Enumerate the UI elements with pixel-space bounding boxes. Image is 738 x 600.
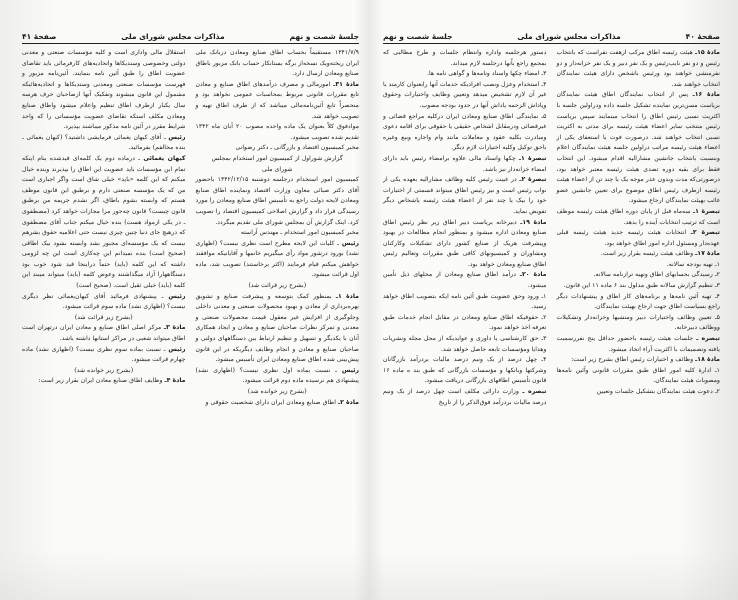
paragraph: [196, 143, 360, 154]
paragraph-text: ـ نسبت بماده سوم نظری نیست؟ (اظهاری نشد) ماده چهارم قرائت میشود.: [22, 345, 186, 364]
article-paragraph: [383, 175, 547, 217]
article-paragraph: [22, 292, 186, 313]
article-label: تبصره ـ: [696, 335, 720, 343]
paragraph-text: ۵ـ تعیین وظائف واختیارات دبیر ومنشیها وخزانه‌دار وتشکیلات ووظائف دبیرخانه.: [556, 313, 720, 332]
paragraph-text: ۵ـ نمایندگی اطاق صنایع ومعادن ایران درکلیه مراجع قضائی و غیرقضائی ودرمقابل اشخاص حقیقی یا حقوقی برای اقامه دعوی ومبادرت بکلیه عقود و معاملات مانند وام واجاره وبیع وغیره باحق توکیل وکلیه اختیارات لازم دیگر.: [383, 112, 547, 152]
article-label: مادهٔ ۱۵ـ: [694, 49, 721, 56]
paragraph: [383, 292, 547, 313]
paragraph-text: درآمد اطاق صنایع ومعادن از محلهای ذیل تأمین میشود.: [383, 271, 547, 290]
article-paragraph: [196, 292, 360, 366]
paragraph-text: وظائف هیئت رئیسه بقرار زیر است.: [600, 250, 696, 258]
article-label: مادهٔ ۲ـ: [337, 398, 359, 406]
paragraph-text: گزارش شوراول از کمیسیون امور استخدام بمجلس: [211, 154, 343, 162]
paragraph: [557, 387, 721, 398]
article-label: مادهٔ ۱۹ـ: [520, 218, 547, 226]
paragraph-text: استقلال مالی واداری است و کلیه مؤسسات صنعتی و معدنی دولتی وخصوصی وسندیکاها واتحادیه‌های کارفرمائی باید تقاضای عضویت اطاق را طبق آئین نامه بنمایند. آئین‌نامه مزبور و فهرست مؤسسات صنعتی ومعدنی وسندیکاها و اتحادیه‌هائیکه مشمول این قانون میشوند وتفکیک آنها ازصاحبان حرف هرسه سال یکبار ازطرف اطاق تنظیم واعلام میشود واطاق صنایع ومعادن مکلف استکه تقاضای عضویت مؤسساتی را که واجد شرایط مقرر در آئین نامه مذکور میباشند بپذیرد.: [22, 49, 186, 131]
paragraph-text: (بشرح زیر قرائت شد): [74, 313, 133, 321]
article-label: تبصرهٔ ۲ـ: [519, 176, 547, 184]
page-header: [22, 32, 359, 44]
paragraph-text: پس از انتخاب نمایندگان اطاق هیئت نمایندگان بریاست مسن‌ترین نماینده تشکیل جلسه داده ودراولین جلسه با اکثریت نسبی رئیس اطاق را انتخاب مینمایند سپس بریاست رئیس منتخب سایر اعضاء هیئت رئیسه برای مدتی به اکثریت نسبی انتخاب خواهند شد. درصورت فوت یا استعفای یکی از اعضاء هیئت رئیسه مراتب دراولین جلسه هیئت نمایندگان اعلام وبنسبت بانتخاب جانشین مشارالیه اقدام میشود. این انتخاب فقط برای بقیه دوره تصدی هیئت رئیسه معتبر خواهد بود، درصورتی‌که مدت وبدون عذر موجه یک یا چند تن از اعضاء هیئت رئیسه ازطرف رئیس اطاق موضوع برای تعیین جانشین عضو غائب بهیئت نمایندگان ارجاع میشود.: [556, 91, 720, 205]
article-label: تبصره ـ: [522, 388, 547, 395]
article-paragraph: [196, 239, 360, 281]
article-paragraph: [22, 376, 186, 387]
article-label: رئیس: [341, 239, 359, 247]
paragraph-text: بمنظور کمک بتوسعه و پیشرفت صنایع و تشویق بهره‌برداری از معادن و بهبود محصولات صنعتی و معدنی داخلی وجلوگیری از افزایش غیر معقول قیمت محصولات صنعتی و معدنی و تمرکز نظرات صاحبان صنایع و معادن و ایجاد همکاری آنان با یکدیگر و تسهیل و تنظیم ارتباط بین دستگاههای دولتی و صاحبان صنایع و معادن و انجام وظایف دیگریکه در این قانون پیش‌بینی شده اطاق صنایع ومعادن ایران تأسیس میشود.: [195, 292, 359, 364]
column-left: [22, 48, 186, 408]
paragraph-text: هیئت رئیسه اطاق مرکب ازهفت نفراست که بانتخاب رئیس و دو نفر نایب‌رئیس و یک نفر دبیر و یک نفر خزانه‌دار و دو نفرمنشی خواهند بود ورئیس باشخص دارای هیئت نمایندگان انتخاب خواهند شد.: [556, 49, 720, 88]
paragraph: [22, 313, 186, 324]
paragraph: [383, 80, 547, 112]
paragraph-text: ـ پیشنهادی فرمائید آقای کیهان‌یغمائی نظر دیگری نیست؟ (اظهاری نشد) ماده سوم قرائت میشود.: [22, 292, 186, 311]
paragraph-text: ـ درماده دوم یک کلمه‌ای قیدشده بنام اینکه تمام این مؤسسات باید عضویت این اطاق را بپذیرند وبنده خیال میکنم که این کلمه «باید» خیلی شاق است واگر اجباری است من که یک مؤسسه صنعتی دارم و برطبق این قانون موظف هستم که وابسته بشوم باطاق، اگر نشدم جریمه من برطبق قانون چیست؟ قانون چه‌جور مرا مجازات خواهد کرد (مصطفوی ـ در یکی ازمواد هست) بنده خیال میکنم جناب آقای مصطفوی که درهیچ جای دنیا چنین چیزی نیست حتی اعلامیه حقوق بشرهم نیست که یک مؤسسه‌ای مجبور بشد وابسته بشود بیک اطاقی (صحیح است) بنده نمیدانم این چه‌کاری است این چه لزومی داشته که این کلمه (باید) حتماً دراینجا قید شود خوب بود دستگاههارا آزاد میگذاشتند وعوض کلمه (باید) میتواند میبند این کلمه (باید) خیلی ثقیل است. (صحیح است): [22, 154, 186, 290]
article-paragraph: [22, 133, 186, 154]
paragraph-text: موادفوق کلاً بعنوان یک ماده واحده مصوب ۲۰ آبان ماه ۱۳۴۲ تقدیم شده تصویب میشود.: [195, 123, 360, 141]
article-label: تبصرهٔ ۱ـ: [693, 207, 720, 215]
paragraph-text: دبیرخانه بریاست دبیر اطاق زیر نظر رئیس اطاق صنایع ومعادن اداره میشود و بمنظور انجام مطالعات در بهبود وپیشرفت هریک از صنایع کشور دارای تشکیلات وکارکنان ومشاوران و کمیسیونهای کافی طبق مقررات وتعالیم رئیس اطاق صنایع ومعادن خواهد بود.: [383, 218, 547, 268]
paragraph-text: مرکز اصلی اطاق صنایع و معادن ایران درتهران است اطاق میتواند شعبی در مراکز استانها داشته باشد.: [22, 324, 186, 343]
paragraph-text: ۱۳۴۱/۷/۹ مستقیماً بحساب اطاق صنایع ومعادن دربانک ملی ایران ریخته‌ویک نسخه‌از برگه بستانکار حساب بانک مزبور باطاق صنایع ومعادن ارسال دارد.: [195, 49, 359, 78]
header-title: مذاکرات مجلس شورای ملی: [121, 32, 225, 41]
paragraph: [22, 366, 186, 377]
paragraph-text: جلسات هیئت رئیسه باحضور حداقل پنج نفررسمیت یافته وتصمیمات با اکثریت آراء اتخاذ میشود.: [556, 335, 720, 353]
paragraph-text: ـ کلیات این لایحه مطرح است نظری نیست؟ (اظهاری نشد) بورود درشور مواد رأی میگیریم خانمها و آقایانیکه موافقند خواهش میکنم قیام فرمایند (اکثر برخاستند) تصویب شد، ماده اول قرائت میشود.: [195, 239, 359, 279]
article-label: مادهٔ ۲۰ـ: [519, 271, 547, 279]
paragraph: [196, 154, 360, 165]
column-left: [383, 48, 547, 408]
paragraph: [196, 165, 360, 176]
paragraph: [22, 48, 186, 133]
paragraph-text: انتخابات هیئت رئیسه جدید هیئت رئیسه قبلی عهده‌دار ومسئول اداره امور اطاق خواهد بود.: [556, 229, 720, 247]
column-right: [196, 48, 360, 408]
article-label: تبصرهٔ ۲ـ: [690, 229, 720, 237]
paragraph-text: وظائف و اختیارات رئیس اطاق بشرح زیر است:: [571, 356, 696, 364]
article-paragraph: [383, 270, 547, 291]
paragraph: [557, 281, 721, 292]
header-session: جلسهٔ شصت و نهم: [383, 32, 453, 41]
article-label: مادهٔ ۱ـ: [335, 292, 359, 300]
paragraph-text: (بشرح زیر خوانده شد): [74, 366, 134, 374]
article-paragraph: [557, 48, 721, 90]
paragraph: [557, 270, 721, 281]
paragraph-text: سه‌ماه قبل از پایان دوره اطاق هیئت رئیسه موظف است که ترتیب انتخابات آینده را بدهد.: [556, 207, 720, 226]
header-page-number: صفحهٔ ۴۱: [22, 32, 57, 41]
paragraph-text: در غیبت رئیس کلیه وظائف مشارالیه بعهده یکی از نواب رئیس است و نیز رئیس اطاق میتواند قسمتی از اختیارات خود را بیک یا چند نفر از اعضاء هیئت رئیسه یاشخاص دیگر تفویض نماید.: [383, 176, 547, 215]
paragraph: [557, 260, 721, 271]
paragraph-text: ۳ـ تنظیم گزارش سالانه طبق مدلول بند ۶ ماده ۱۱ این قانون.: [563, 282, 720, 290]
paragraph-text: ۱ـ ورود وحق عضویت طبق آئین نامه ایکه بتصویب اطاق خواهد رسید.: [383, 292, 547, 311]
paragraph-text: ۳ـ حق کارشناسی یا داوری و عوایدیکه از محل مجله ونشریات وهدایا ومؤسسات تابعه حاصل خواهد شد.: [383, 335, 547, 353]
paragraph-text: شورای ملی: [262, 165, 293, 173]
page-40: [369, 0, 738, 600]
article-paragraph: [557, 355, 721, 366]
paragraph-text: مخبر کمیسیون اقتصاد و بازرگانی ـ دکتر رضوانی: [235, 144, 359, 152]
paragraph-text: ۲ـ دعوت هیئت نمایندگان بتشکیل جلسات وتعیین: [596, 388, 720, 395]
paragraph-text: ـ آقای کیهان یغمائی فرمایشی داشتید؟ (کیهان یغمائی ـ بنده مخالفم) بفرمائید.: [22, 133, 186, 152]
paragraph-text: ۱ـ ادارهٔ کلیه امور اطاق طبق مقررات قانونی وآئین نامه‌ها ومصوبات هیئت نمایندگان.: [556, 366, 720, 385]
paragraph-text: کمیسیون امور استخدام درجلسه دوشنبه ۱۳۴۲/۱۲/۱۵ باحضور آقای دکتر صبائی معاون وزارت اقتصاد ونماینده اطاق صنایع ومعادن لایحه دولت راجع به تأسیس اطاق صنایع ومعادن را مورد رسیدگی قرار داد و گزارش اصلاحی کمیسیون اقتصاد را تصویب کرد. اینک گزارش آن بمجلس شورای ملی تقدیم میگردد.: [195, 176, 359, 226]
article-paragraph: [22, 323, 186, 344]
article-paragraph: [383, 154, 547, 175]
article-paragraph: [383, 218, 547, 271]
article-label: مادهٔ ۱۶ـ: [692, 91, 720, 99]
article-paragraph: [557, 228, 721, 249]
article-label: رئیس: [168, 133, 186, 141]
paragraph-text: ۲ـ رسیدگی بحسابهای اطاق وتهیه ترازنامه سالانه.: [593, 271, 720, 279]
paragraph-text: ۴ـ استخدام وعزل ونصب افرادیکه خدمات آنها رابعنوان کارمند یا غیر آن لازم تشخیص میدهد وتعیین وظایف واختیارات وحقوق وپاداش الزحمه یاداش آنها در حدود بودجه مصوب.: [383, 80, 547, 109]
page-header: [383, 32, 720, 44]
article-paragraph: [22, 345, 186, 366]
paragraph-text: ۳ـ امضاء چکها واسناد ونامه‌ها و گواهی نامه ها.: [427, 70, 547, 78]
paragraph: [383, 112, 547, 154]
article-label: مادهٔ ۱۷ـ: [695, 250, 720, 258]
paragraph-text: دستور هرجلسه واداره وانتظام جلسات و طرح مطالبی که بمجمع راجع باًنها درجلسه لازم میداند.: [383, 49, 547, 67]
article-paragraph: [22, 154, 186, 292]
paragraph: [383, 48, 547, 69]
paragraph-text: امورمالی و مصرف درآمدهای اطاق صنایع و معادن تابع مقررات قانونی مربوط بمحاسبات عمومی نخواهد بود و منحصراً تابع آئین‌نامه‌مالی میباشد که از طرف اطاق تهیه و تصویب خواهد شد.: [195, 80, 359, 120]
paragraph: [383, 334, 547, 355]
article-paragraph: [383, 387, 547, 408]
article-label: رئیس: [168, 292, 186, 300]
article-label: رئیس: [341, 366, 359, 374]
header-title: مذاکرات مجلس شورای ملی: [517, 32, 621, 41]
article-label: رئیس: [168, 345, 186, 353]
header-page-number: صفحهٔ ۴۰: [685, 32, 720, 41]
article-paragraph: [557, 249, 721, 260]
header-session: جلسهٔ شصت و نهم: [289, 32, 359, 41]
paragraph: [383, 69, 547, 80]
paragraph-text: وظایف اطاق صنایع معادن ایران بقرار زیر است:: [38, 377, 165, 385]
article-label: تبصرهٔ ۱ـ: [518, 154, 547, 162]
paragraph-text: چکها واسناد مالی علاوه برامضاء رئیس باید دارای امضاء خزانه‌دار نیز باشد.: [383, 154, 547, 173]
article-label: کیهان یغمائی: [143, 154, 186, 162]
paragraph: [196, 228, 360, 239]
paragraph-text: اطاق صنایع ومعادن ایران دارای شخصیت حقوقی و: [205, 398, 338, 406]
paragraph-text: ـ نسبت بماده اول نظری نیست؟ (اظهاری نشد) پیشنهادی هم نرسیده ماده دوم قرائت میشود.: [195, 366, 359, 385]
article-paragraph: [196, 398, 360, 409]
paragraph-text: ۴ـ تهیه آئین نامه‌ها و برنامه‌های کار اطاق و پیشنهادات دیگر راجع بسیاست اطاق جهت ارجاع بهیئت نمایندگان.: [556, 292, 720, 311]
article-paragraph: [196, 80, 360, 122]
article-label: مادهٔ ۱۸ـ: [695, 356, 720, 364]
article-paragraph: [557, 207, 721, 228]
paragraph: [196, 281, 360, 292]
article-paragraph: [557, 334, 721, 355]
paragraph-text: وزارت دارائی مکلف است چهل درصد از یک ونیم درصد مالیات بردرآمد فوق‌الذکر را از تاریخ: [383, 388, 547, 406]
paragraph: [196, 122, 360, 143]
paragraph-text: (بشرح زیر خوانده شد): [247, 388, 307, 395]
article-paragraph: [557, 90, 721, 207]
article-label: مادهٔ ۳ـ: [163, 324, 186, 332]
paragraph: [557, 313, 721, 334]
paragraph: [557, 366, 721, 387]
paragraph-text: مخبر کمیسیون امور استخدام ـ مهندس آراسته: [240, 229, 359, 237]
article-paragraph: [196, 366, 360, 387]
paragraph: [196, 387, 360, 398]
paragraph-text: ۱ـ تهیه بودجه سالانه.: [666, 260, 720, 268]
paragraph: [557, 292, 721, 313]
paragraph: [383, 355, 547, 387]
column-right: [557, 48, 721, 408]
paragraph-text: (بشرح زیر قرائت شد): [248, 282, 307, 290]
paragraph: [196, 48, 360, 80]
paragraph-text: ۲ـ حقوقیکه اطاق صنایع ومعادن در مقابل انجام خدمات طبق تعرفه اخذ خواهد نمود.: [383, 313, 547, 332]
paragraph: [383, 313, 547, 334]
paragraph-text: ۴ـ چهل درصد از یک ونیم درصد مالیات بردرآمد بازرگانان وشرکتها وبانکها و مؤسسات بازرگانی که طبق بند ه ماده ۱۶ قانون تأسیس اطاقهای بازرگانی دریافت میشود.: [383, 356, 547, 385]
article-label: مادهٔ ۴ـ: [164, 377, 186, 385]
paragraph: [196, 175, 360, 228]
article-label: مادهٔ ۳۱ـ: [333, 80, 360, 88]
